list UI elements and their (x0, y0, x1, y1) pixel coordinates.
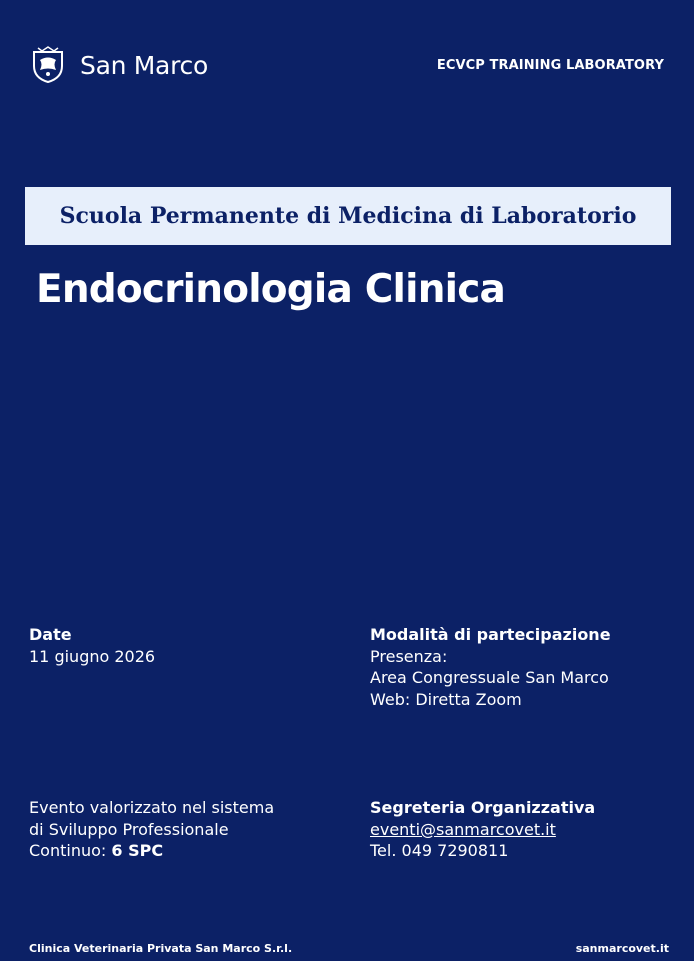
date-value: 11 giugno 2026 (29, 646, 156, 666)
participation-line: Web: Diretta Zoom (370, 689, 522, 709)
date-label: Date (29, 625, 72, 644)
brand-logo (28, 46, 208, 84)
footer-website[interactable]: sanmarcovet.it (575, 942, 669, 955)
date-section (29, 624, 155, 667)
footer-company: Clinica Veterinaria Privata San Marco S.r.l. (29, 942, 293, 955)
credits-value: 6 SPC (111, 841, 164, 860)
credits-line: di Sviluppo Professionale (29, 819, 229, 839)
phone-number: Tel. 049 7290811 (370, 841, 509, 860)
credits-line: Evento valorizzato nel sistema (29, 798, 275, 817)
participation-line: Presenza: (370, 646, 448, 666)
email-link[interactable]: eventi@sanmarcovet.it (370, 819, 556, 839)
credits-prefix: Continuo: (29, 841, 112, 860)
school-banner: Scuola Permanente di Medicina di Laboratorio (25, 187, 671, 245)
secretariat-label: Segreteria Organizzativa (370, 798, 596, 817)
credits-section (29, 797, 274, 862)
page-title: Endocrinologia Clinica (36, 267, 506, 312)
lion-crest-icon (28, 46, 68, 84)
secretariat-section (370, 797, 595, 862)
participation-label: Modalità di partecipazione (370, 625, 611, 644)
participation-line: Area Congressuale San Marco (370, 668, 609, 687)
brand-name: San Marco (80, 50, 208, 80)
participation-section (370, 624, 611, 710)
lab-label: ECVCP TRAINING LABORATORY (436, 58, 664, 73)
credits-line (29, 840, 274, 862)
